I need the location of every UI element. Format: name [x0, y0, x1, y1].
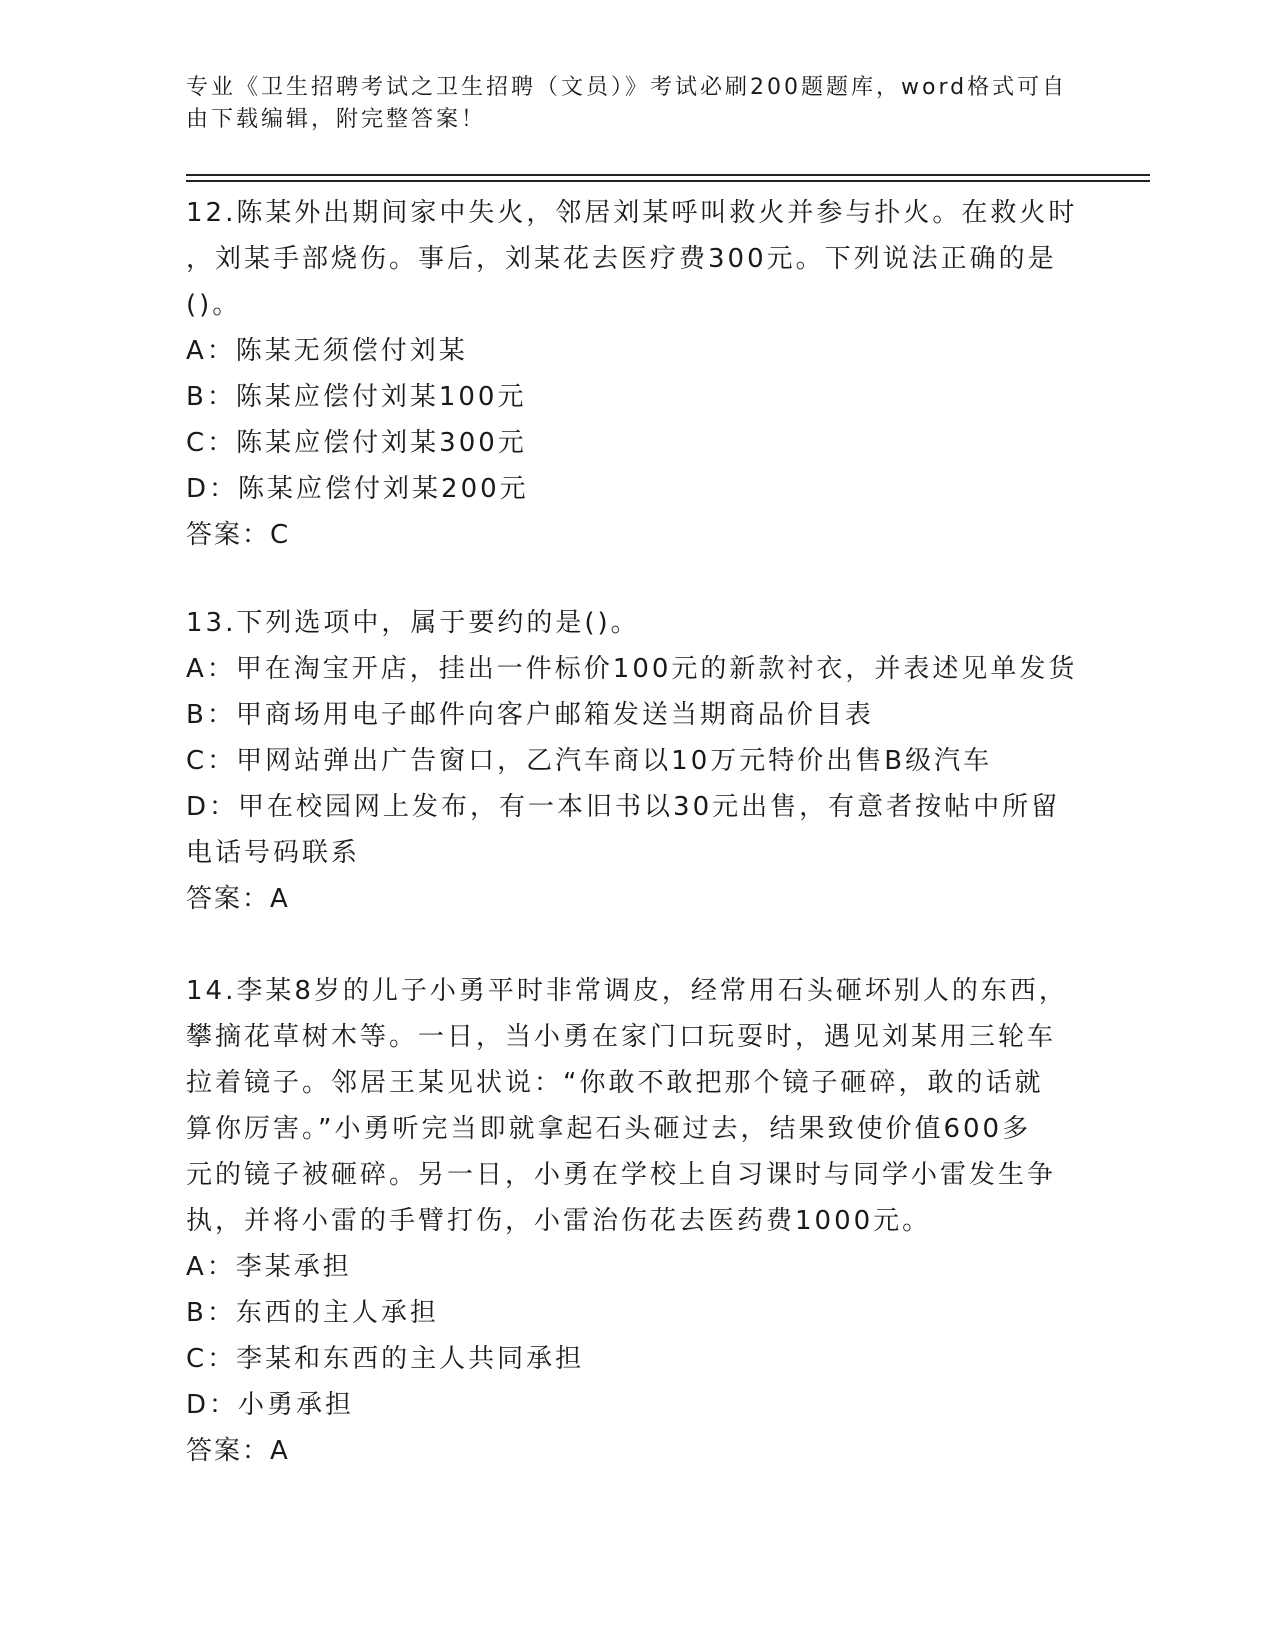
- option-d-continued: 电话号码联系: [186, 838, 361, 868]
- question-stem-line: 13.下列选项中，属于要约的是()。: [186, 608, 640, 638]
- question-block: [186, 190, 1077, 558]
- option-a: A：陈某无须偿付刘某: [186, 336, 468, 366]
- question-stem-line: ，刘某手部烧伤。事后，刘某花去医疗费300元。下列说法正确的是: [186, 244, 1057, 274]
- question-stem-line: 攀摘花草树木等。一日，当小勇在家门口玩耍时，遇见刘某用三轮车: [186, 1022, 1057, 1052]
- answer-label: 答案：C: [186, 520, 291, 550]
- question-block: [186, 600, 1077, 922]
- question-stem-line: 元的镜子被砸碎。另一日，小勇在学校上自习课时与同学小雷发生争: [186, 1160, 1057, 1190]
- option-a: A：甲在淘宝开店，挂出一件标价100元的新款衬衣，并表述见单发货: [186, 654, 1078, 684]
- option-c: C：甲网站弹出广告窗口，乙汽车商以10万元特价出售B级汽车: [186, 746, 993, 776]
- page-header: [186, 72, 1086, 136]
- option-c: C：陈某应偿付刘某300元: [186, 428, 527, 458]
- option-b: B：甲商场用电子邮件向客户邮箱发送当期商品价目表: [186, 700, 874, 730]
- option-b: B：陈某应偿付刘某100元: [186, 382, 527, 412]
- question-stem-line: 算你厉害。”小勇听完当即就拿起石头砸过去，结果致使价值600多: [186, 1114, 1032, 1144]
- option-b: B：东西的主人承担: [186, 1298, 439, 1328]
- question-stem-line: 执，并将小雷的手臂打伤，小雷治伤花去医药费1000元。: [186, 1206, 932, 1236]
- question-stem-line: 拉着镜子。邻居王某见状说：“你敢不敢把那个镜子砸碎，敢的话就: [186, 1068, 1044, 1098]
- option-d: D：陈某应偿付刘某200元: [186, 474, 529, 504]
- option-d: D：甲在校园网上发布，有一本旧书以30元出售，有意者按帖中所留: [186, 792, 1061, 822]
- question-stem-line: 14.李某8岁的儿子小勇平时非常调皮，经常用石头砸坏别人的东西，: [186, 976, 1068, 1006]
- answer-label: 答案：A: [186, 1436, 290, 1466]
- option-c: C：李某和东西的主人共同承担: [186, 1344, 585, 1374]
- question-block: [186, 968, 1068, 1474]
- header-divider: [186, 180, 1150, 182]
- question-stem-line: 12.陈某外出期间家中失火，邻居刘某呼叫救火并参与扑火。在救火时: [186, 198, 1078, 228]
- question-stem-line: ()。: [186, 290, 242, 320]
- header-divider: [186, 174, 1150, 176]
- option-a: A：李某承担: [186, 1252, 352, 1282]
- header-line: 由下载编辑，附完整答案！: [186, 107, 487, 132]
- header-line: 专业《卫生招聘考试之卫生招聘（文员）》考试必刷200题题库，word格式可自: [186, 75, 1068, 100]
- answer-label: 答案：A: [186, 884, 290, 914]
- option-d: D：小勇承担: [186, 1390, 355, 1420]
